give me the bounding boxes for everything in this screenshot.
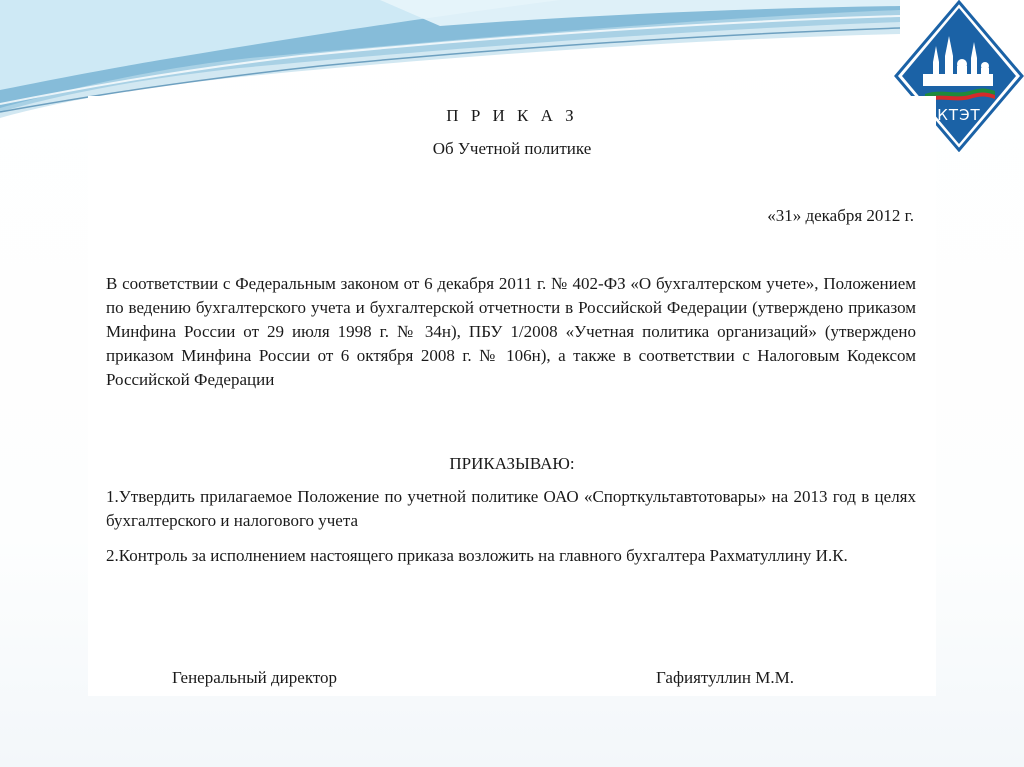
order-document (88, 96, 936, 696)
order-item-2: 2.Контроль за исполнением настоящего приказа возложить на главного бухгалтера Рахматуллину И.К. (106, 546, 848, 565)
document-title: П Р И К А З (446, 106, 578, 125)
document-date: «31» декабря 2012 г. (767, 206, 914, 225)
preamble-paragraph: В соответствии с Федеральным законом от 6 декабря 2011 г. № 402-ФЗ «О бухгалтерском учете», Положением по ведению бухгалтерского учета и бухгалтерской отчетности в Российской Федерации (утверждено приказом Минфина России от 29 июля 1998 г. № 34н), ПБУ 1/2008 «Учетная политика организаций» (утверждено приказом Минфина России от 6 октября 2008 г. № 106н), а также в соответствии с Налоговым Кодексом Российской Федерации (106, 274, 916, 389)
signer-name: Гафиятуллин М.М. (656, 668, 794, 687)
signer-title: Генеральный директор (172, 668, 338, 687)
order-item-1: 1.Утвердить прилагаемое Положение по учетной политике ОАО «Спорткультавтотовары» на 2013 год в целях бухгалтерского и налогового учета (106, 487, 916, 530)
logo-text: КТЭТ (937, 106, 981, 124)
document-subtitle: Об Учетной политике (432, 139, 592, 158)
order-heading: ПРИКАЗЫВАЮ: (449, 454, 575, 473)
